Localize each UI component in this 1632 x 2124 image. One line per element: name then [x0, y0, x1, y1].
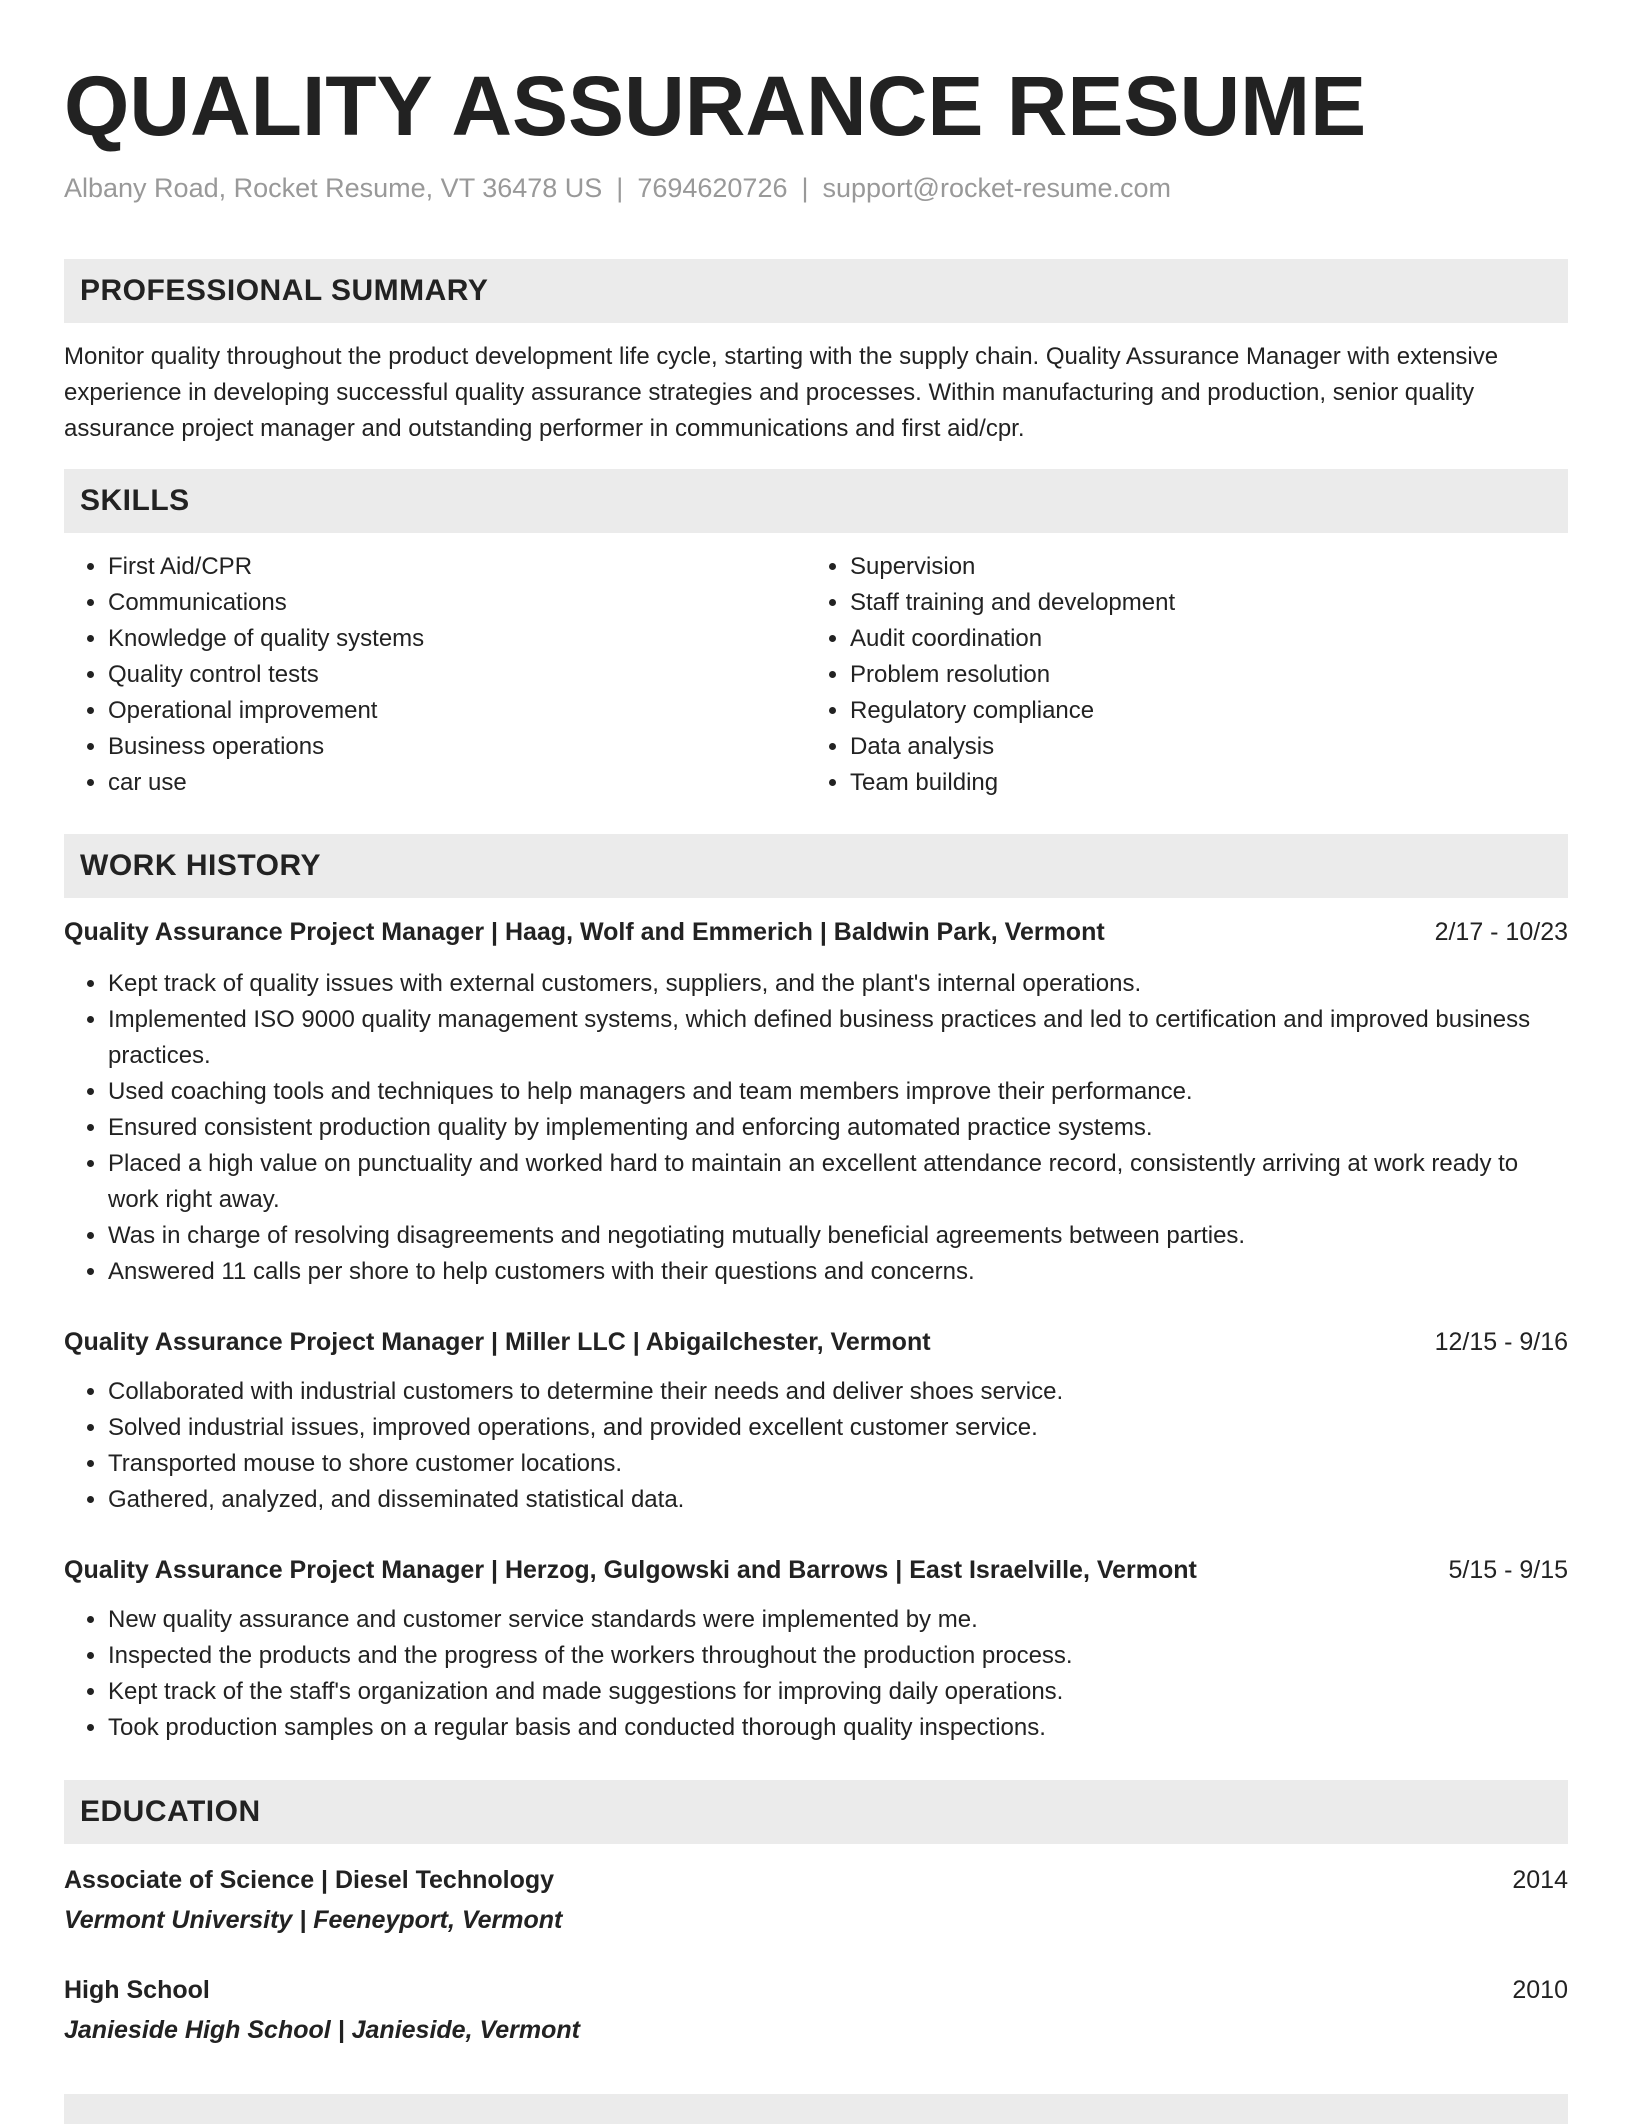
job-entry [64, 1324, 1568, 1518]
job-bullet: • Was in charge of resolving disagreements and negotiating mutually beneficial agreements between parties. [108, 1218, 1568, 1254]
job-bullet: • Transported mouse to shore customer locations. [108, 1446, 1568, 1482]
education-entry [64, 1970, 1568, 2050]
job-dates: 5/15 - 9/15 [1448, 1556, 1568, 1584]
job-bullets [64, 1602, 1568, 1746]
job-bullet: • Gathered, analyzed, and disseminated statistical data. [108, 1482, 1568, 1518]
education-year: 2010 [1512, 1976, 1568, 2004]
job-bullet: • Collaborated with industrial customers to determine their needs and deliver shoes service. [108, 1374, 1568, 1410]
education-entry [64, 1860, 1568, 1940]
job-bullet: • Ensured consistent production quality by implementing and enforcing automated practice systems. [108, 1110, 1568, 1146]
education-school: Vermont University | Feeneyport, Vermont [64, 1906, 563, 1934]
job-dates: 12/15 - 9/16 [1434, 1328, 1568, 1356]
contact-address: Albany Road, Rocket Resume, VT 36478 US [64, 173, 603, 203]
skill-item: • Regulatory compliance [850, 693, 1548, 729]
contact-separator: | [801, 173, 809, 203]
summary-section [64, 259, 1568, 447]
skills-list-right [806, 549, 1548, 801]
skill-item: • car use [108, 765, 806, 801]
skill-item: • First Aid/CPR [108, 549, 806, 585]
skills-list-left [64, 549, 806, 801]
education-school: Janieside High School | Janieside, Vermont [64, 2016, 580, 2044]
contact-line [64, 170, 1568, 206]
job-bullet: • Used coaching tools and techniques to help managers and team members improve their performance. [108, 1074, 1568, 1110]
job-bullet: • Answered 11 calls per shore to help customers with their questions and concerns. [108, 1254, 1568, 1290]
job-header [64, 1324, 1568, 1360]
job-bullet: • Kept track of quality issues with external customers, suppliers, and the plant's internal operations. [108, 966, 1568, 1002]
skills-section [64, 469, 1568, 801]
contact-separator: | [616, 173, 624, 203]
summary-text: Monitor quality throughout the product development life cycle, starting with the supply chain. Quality Assurance Manager with extensive experience in developing successful quality assurance strategies and processes. Within manufacturing and production, senior quality assurance project manager and outstanding performer in communications and first aid/cpr. [64, 343, 1499, 442]
job-title: Quality Assurance Project Manager | Herzog, Gulgowski and Barrows | East Israelville, Vermont [64, 1556, 1197, 1584]
skill-item: • Operational improvement [108, 693, 806, 729]
skill-item: • Business operations [108, 729, 806, 765]
job-dates: 2/17 - 10/23 [1434, 918, 1568, 946]
skill-item: • Audit coordination [850, 621, 1548, 657]
job-bullets [64, 966, 1568, 1290]
job-bullet: • Solved industrial issues, improved operations, and provided excellent customer service. [108, 1410, 1568, 1446]
job-bullet: • Placed a high value on punctuality and worked hard to maintain an excellent attendance record, consistently arriving at work ready to work right away. [108, 1146, 1568, 1218]
next-section-header-bar [64, 2094, 1568, 2124]
skills-heading: SKILLS [64, 469, 1568, 533]
skill-item: • Staff training and development [850, 585, 1548, 621]
job-header [64, 914, 1568, 950]
contact-email: support@rocket-resume.com [822, 173, 1172, 203]
work-section [64, 834, 1568, 1746]
job-header [64, 1552, 1568, 1588]
job-bullets [64, 1374, 1568, 1518]
work-heading: WORK HISTORY [64, 834, 1568, 898]
contact-phone: 7694620726 [637, 173, 788, 203]
education-header [64, 1970, 1568, 2010]
skill-item: • Team building [850, 765, 1548, 801]
skill-item: • Quality control tests [108, 657, 806, 693]
job-bullet: • New quality assurance and customer service standards were implemented by me. [108, 1602, 1568, 1638]
education-degree: High School [64, 1976, 210, 2004]
job-title: Quality Assurance Project Manager | Haag, Wolf and Emmerich | Baldwin Park, Vermont [64, 918, 1105, 946]
skill-item: • Supervision [850, 549, 1548, 585]
summary-heading: PROFESSIONAL SUMMARY [64, 259, 1568, 323]
education-year: 2014 [1512, 1866, 1568, 1894]
education-degree: Associate of Science | Diesel Technology [64, 1866, 555, 1894]
job-title: Quality Assurance Project Manager | Miller LLC | Abigailchester, Vermont [64, 1328, 931, 1356]
job-entry [64, 914, 1568, 1290]
job-bullet: • Implemented ISO 9000 quality management systems, which defined business practices and led to certification and improved business practices. [108, 1002, 1568, 1074]
job-bullet: • Took production samples on a regular basis and conducted thorough quality inspections. [108, 1710, 1568, 1746]
skill-item: • Knowledge of quality systems [108, 621, 806, 657]
education-section [64, 1780, 1568, 2050]
skill-item: • Problem resolution [850, 657, 1548, 693]
job-entry [64, 1552, 1568, 1746]
skill-item: • Communications [108, 585, 806, 621]
education-heading: EDUCATION [64, 1780, 1568, 1844]
job-bullet: • Inspected the products and the progress of the workers throughout the production process. [108, 1638, 1568, 1674]
skills-columns [64, 549, 1568, 801]
education-header [64, 1860, 1568, 1900]
job-bullet: • Kept track of the staff's organization and made suggestions for improving daily operations. [108, 1674, 1568, 1710]
resume-title: QUALITY ASSURANCE RESUME [64, 59, 1367, 153]
skill-item: • Data analysis [850, 729, 1548, 765]
